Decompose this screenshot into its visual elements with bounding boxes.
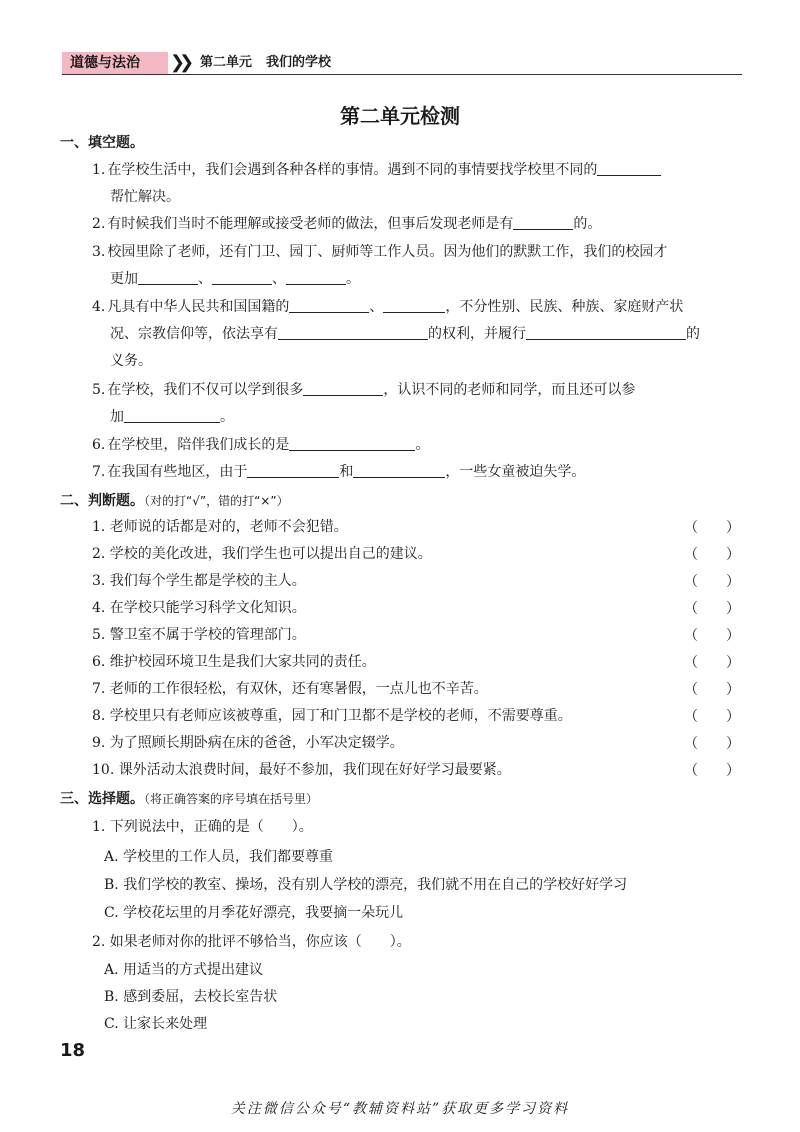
section-fill-blank-heading: 一、填空题。 — [60, 135, 144, 151]
answer-blank[interactable] — [286, 270, 346, 285]
q1-line1: 1. 在学校生活中，我们会遇到各种各样的事情。遇到不同的事情要找学校里不同的 — [92, 160, 661, 180]
answer-blank[interactable] — [383, 298, 445, 313]
section-multiple-choice-heading: 三、选择题。（将正确答案的序号填在括号里） — [60, 791, 319, 807]
q3-line1: 3. 校园里除了老师，还有门卫、园丁、厨师等工作人员。因为他们的默默工作，我们的校园才 — [92, 244, 668, 260]
answer-blank[interactable] — [289, 298, 369, 313]
answer-paren[interactable]: （ ） — [684, 763, 740, 779]
answer-blank[interactable] — [289, 436, 415, 451]
answer-blank[interactable] — [353, 463, 445, 478]
tf-item-6: 6. 维护校园环境卫生是我们大家共同的责任。 — [92, 654, 376, 670]
unit-label — [200, 52, 345, 74]
tf-item-1: 1. 老师说的话都是对的，老师不会犯错。 — [92, 519, 348, 535]
tf-item-8: 8. 学校里只有老师应该被尊重，园丁和门卫都不是学校的老师，不需要尊重。 — [92, 708, 572, 724]
mc-q1-option-b: B. 我们学校的教室、操场，没有别人学校的漂亮，我们就不用在自己的学校好好学习 — [104, 877, 628, 893]
double-chevron-icon: ❯❯ — [170, 52, 189, 73]
tf-item-9: 9. 为了照顾长期卧病在床的爸爸，小军决定辍学。 — [92, 735, 404, 751]
answer-paren[interactable]: （ ） — [684, 547, 740, 563]
mc-q2-option-b: B. 感到委屈，去校长室告状 — [104, 989, 278, 1005]
running-header — [62, 52, 742, 76]
subject-tag: 道德与法治 — [62, 52, 168, 74]
unit-name: 我们的学校 — [266, 55, 332, 70]
answer-paren[interactable]: （ ） — [684, 601, 740, 617]
q5-line1: 5. 在学校，我们不仅可以学到很多 ，认识不同的老师和同学，而且还可以参 — [92, 382, 636, 398]
answer-paren[interactable]: （ ） — [684, 736, 740, 752]
answer-blank[interactable] — [303, 381, 383, 396]
q6-line: 6. 在学校里，陪伴我们成长的是 。 — [92, 437, 430, 453]
header-rule — [62, 74, 742, 75]
answer-blank[interactable] — [138, 270, 198, 285]
answer-blank[interactable] — [124, 408, 220, 423]
answer-blank[interactable] — [526, 325, 686, 340]
q7-line: 7. 在我国有些地区，由于 和 ，一些女童被迫失学。 — [92, 464, 586, 480]
answer-paren[interactable]: （ ） — [684, 682, 740, 698]
mc-q1-option-a: A. 学校里的工作人员，我们都要尊重 — [104, 849, 334, 865]
tf-item-3: 3. 我们每个学生都是学校的主人。 — [92, 573, 306, 589]
tf-item-7: 7. 老师的工作很轻松，有双休，还有寒暑假，一点儿也不辛苦。 — [92, 681, 488, 697]
answer-blank[interactable] — [278, 325, 428, 340]
tf-item-4: 4. 在学校只能学习科学文化知识。 — [92, 600, 306, 616]
tf-item-2: 2. 学校的美化改进，我们学生也可以提出自己的建议。 — [92, 546, 432, 562]
tf-item-10: 10. 课外活动太浪费时间，最好不参加，我们现在好好学习最要紧。 — [92, 762, 511, 778]
page-number: 18 — [60, 1040, 86, 1061]
mc-question-2: 2. 如果老师对你的批评不够恰当，你应该（ ）。 — [92, 934, 411, 950]
q5-line2: 加 。 — [110, 409, 234, 425]
q1-line2: 帮忙解决。 — [110, 189, 180, 205]
mc-q1-option-c: C. 学校花坛里的月季花好漂亮，我要摘一朵玩儿 — [104, 905, 404, 921]
unit-number: 第二单元 — [200, 55, 253, 70]
answer-paren[interactable]: （ ） — [684, 709, 740, 725]
answer-blank[interactable] — [513, 215, 573, 230]
answer-paren[interactable]: （ ） — [684, 628, 740, 644]
answer-blank[interactable] — [247, 463, 339, 478]
answer-blank[interactable] — [212, 270, 272, 285]
answer-paren[interactable]: （ ） — [684, 655, 740, 671]
mc-q2-option-a: A. 用适当的方式提出建议 — [104, 962, 264, 978]
q2-line: 2. 有时候我们当时不能理解或接受老师的做法，但事后发现老师是有 的。 — [92, 216, 602, 232]
footer-watermark: 关注微信公众号“教辅资料站”获取更多学习资料 — [230, 1101, 570, 1117]
tf-item-5: 5. 警卫室不属于学校的管理部门。 — [92, 627, 306, 643]
page-title: 第二单元检测 — [340, 104, 460, 128]
q3-line2: 更加 、 、 。 — [110, 271, 360, 287]
q4-line2: 况、宗教信仰等，依法享有 的权利，并履行 的 — [110, 326, 700, 342]
section-true-false-heading: 二、判断题。（对的打“√”，错的打“×”） — [60, 493, 289, 509]
mc-q2-option-c: C. 让家长来处理 — [104, 1016, 208, 1032]
q4-line3: 义务。 — [110, 353, 152, 369]
answer-paren[interactable]: （ ） — [684, 520, 740, 536]
answer-blank[interactable] — [597, 161, 661, 176]
answer-paren[interactable]: （ ） — [684, 574, 740, 590]
q4-line1: 4. 凡具有中华人民共和国国籍的 、 ，不分性别、民族、种族、家庭财产状 — [92, 299, 684, 315]
mc-question-1: 1. 下列说法中，正确的是（ ）。 — [92, 819, 313, 835]
